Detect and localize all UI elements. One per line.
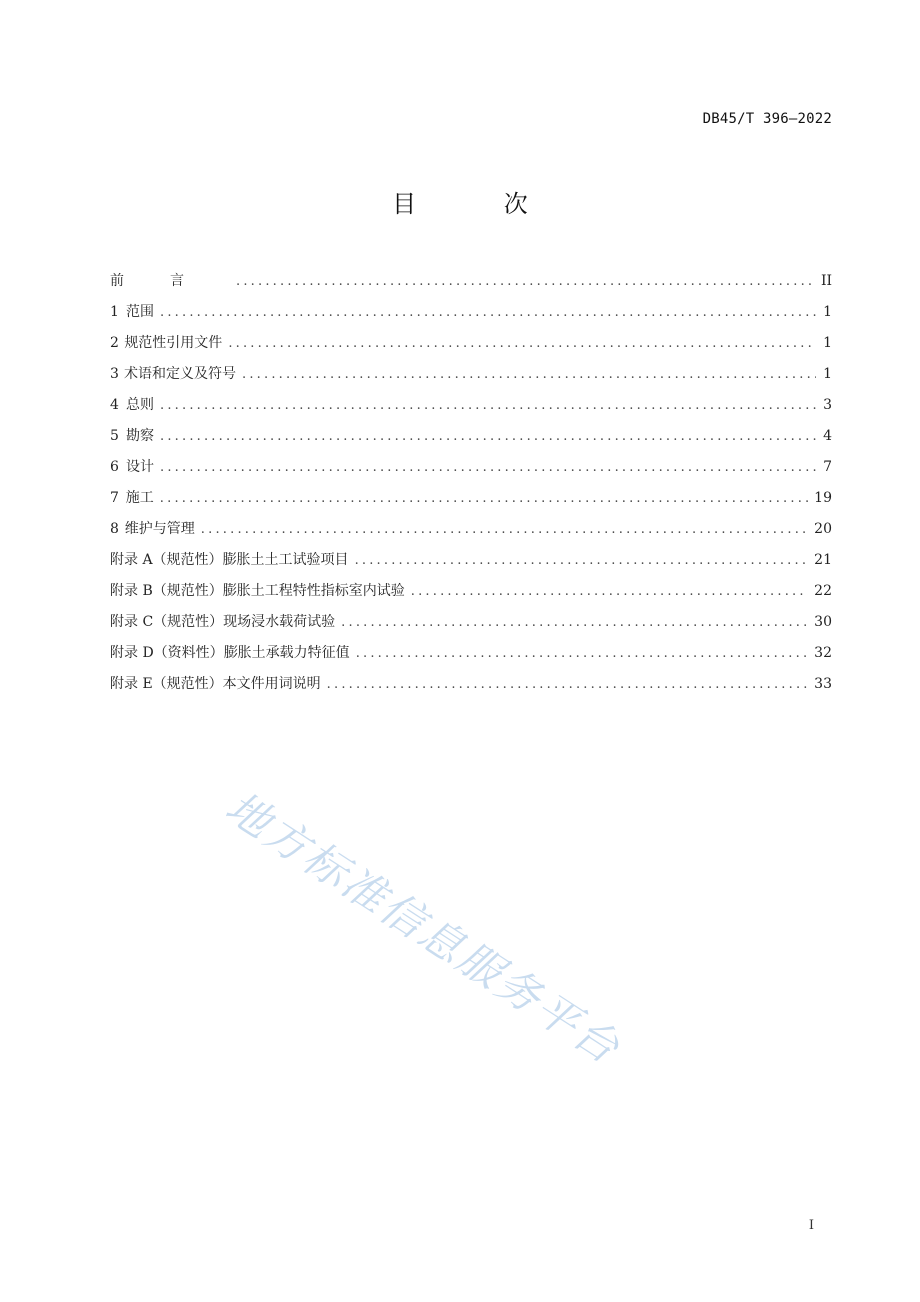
- toc-entry-annex[interactable]: [110, 607, 832, 638]
- page-number: I: [808, 1218, 814, 1233]
- dot-leader: [160, 452, 816, 483]
- toc-entry-label: 现场浸水载荷试验: [223, 614, 336, 630]
- annex-id: 附录 D（资料性）: [110, 645, 224, 661]
- toc-entry-section[interactable]: [110, 328, 832, 359]
- toc-entry-number: 5: [110, 428, 119, 444]
- toc-title: 目 次: [392, 190, 568, 218]
- toc-entry-section[interactable]: [110, 421, 832, 452]
- dot-leader: [356, 638, 808, 669]
- toc-entry-page: 20: [814, 521, 832, 537]
- toc-entry-number: 2: [110, 335, 119, 351]
- toc-entry-number: 3: [110, 366, 119, 382]
- toc-entry-label: 术语和定义及符号: [123, 366, 236, 382]
- toc-entry-label: 前言: [110, 273, 230, 289]
- toc-entry-label: 勘察: [125, 428, 154, 444]
- dot-leader: [160, 421, 816, 452]
- toc-entry-page: 22: [814, 583, 832, 599]
- toc-entry-page: 32: [814, 645, 832, 661]
- watermark: 地方标准信息服务平台: [216, 782, 630, 1075]
- toc-entry-page: 1: [823, 366, 832, 382]
- dot-leader: [228, 328, 816, 359]
- toc-entry-page: 19: [814, 490, 832, 506]
- toc-entry-label: 膨胀土承载力特征值: [223, 645, 350, 661]
- toc-entry-foreword[interactable]: [110, 266, 832, 297]
- toc-entry-label: 维护与管理: [124, 521, 195, 537]
- toc-entry-page: II: [820, 273, 832, 289]
- annex-id: 附录 A（规范性）: [110, 552, 223, 568]
- dot-leader: [160, 390, 816, 421]
- toc-entry-annex[interactable]: [110, 669, 832, 700]
- toc-entry-page: 21: [814, 552, 832, 568]
- toc-entry-page: 33: [814, 676, 832, 692]
- toc-entry-page: 1: [823, 335, 832, 351]
- toc-entry-number: 4: [110, 397, 119, 413]
- toc-entry-annex[interactable]: [110, 576, 832, 607]
- toc-entry-section[interactable]: [110, 514, 832, 545]
- toc-entry-label: 范围: [125, 304, 154, 320]
- toc-entry-section[interactable]: [110, 390, 832, 421]
- toc-entry-label: 总则: [125, 397, 154, 413]
- toc-entry-label: 设计: [125, 459, 154, 475]
- toc-entry-annex[interactable]: [110, 545, 832, 576]
- toc-entry-label: 膨胀土土工试验项目: [222, 552, 349, 568]
- toc-entry-page: 3: [823, 397, 832, 413]
- dot-leader: [242, 359, 816, 390]
- toc-entry-number: 8: [110, 521, 119, 537]
- toc-entry-number: 6: [110, 459, 119, 475]
- dot-leader: [201, 514, 808, 545]
- annex-id: 附录 C（规范性）: [110, 614, 224, 630]
- dot-leader: [160, 297, 816, 328]
- toc-entry-page: 4: [823, 428, 832, 444]
- toc-entry-section[interactable]: [110, 359, 832, 390]
- toc-entry-section[interactable]: [110, 483, 832, 514]
- dot-leader: [341, 607, 808, 638]
- toc-entry-page: 1: [823, 304, 832, 320]
- dot-leader: [355, 545, 809, 576]
- dot-leader: [160, 483, 808, 514]
- table-of-contents: [110, 266, 832, 700]
- toc-entry-label: 规范性引用文件: [124, 335, 223, 351]
- dot-leader: [327, 669, 809, 700]
- toc-entry-label: 施工: [125, 490, 154, 506]
- toc-entry-section[interactable]: [110, 297, 832, 328]
- dot-leader: [236, 266, 815, 297]
- toc-entry-page: 7: [823, 459, 832, 475]
- dot-leader: [411, 576, 808, 607]
- annex-id: 附录 E（规范性）: [110, 676, 223, 692]
- toc-entry-page: 30: [814, 614, 832, 630]
- toc-entry-number: 1: [110, 304, 119, 320]
- toc-entry-annex[interactable]: [110, 638, 832, 669]
- document-code: DB45/T 396—2022: [702, 111, 832, 127]
- toc-entry-label: 本文件用词说明: [222, 676, 321, 692]
- annex-id: 附录 B（规范性）: [110, 583, 223, 599]
- toc-entry-label: 膨胀土工程特性指标室内试验: [222, 583, 405, 599]
- toc-entry-section[interactable]: [110, 452, 832, 483]
- toc-entry-number: 7: [110, 490, 119, 506]
